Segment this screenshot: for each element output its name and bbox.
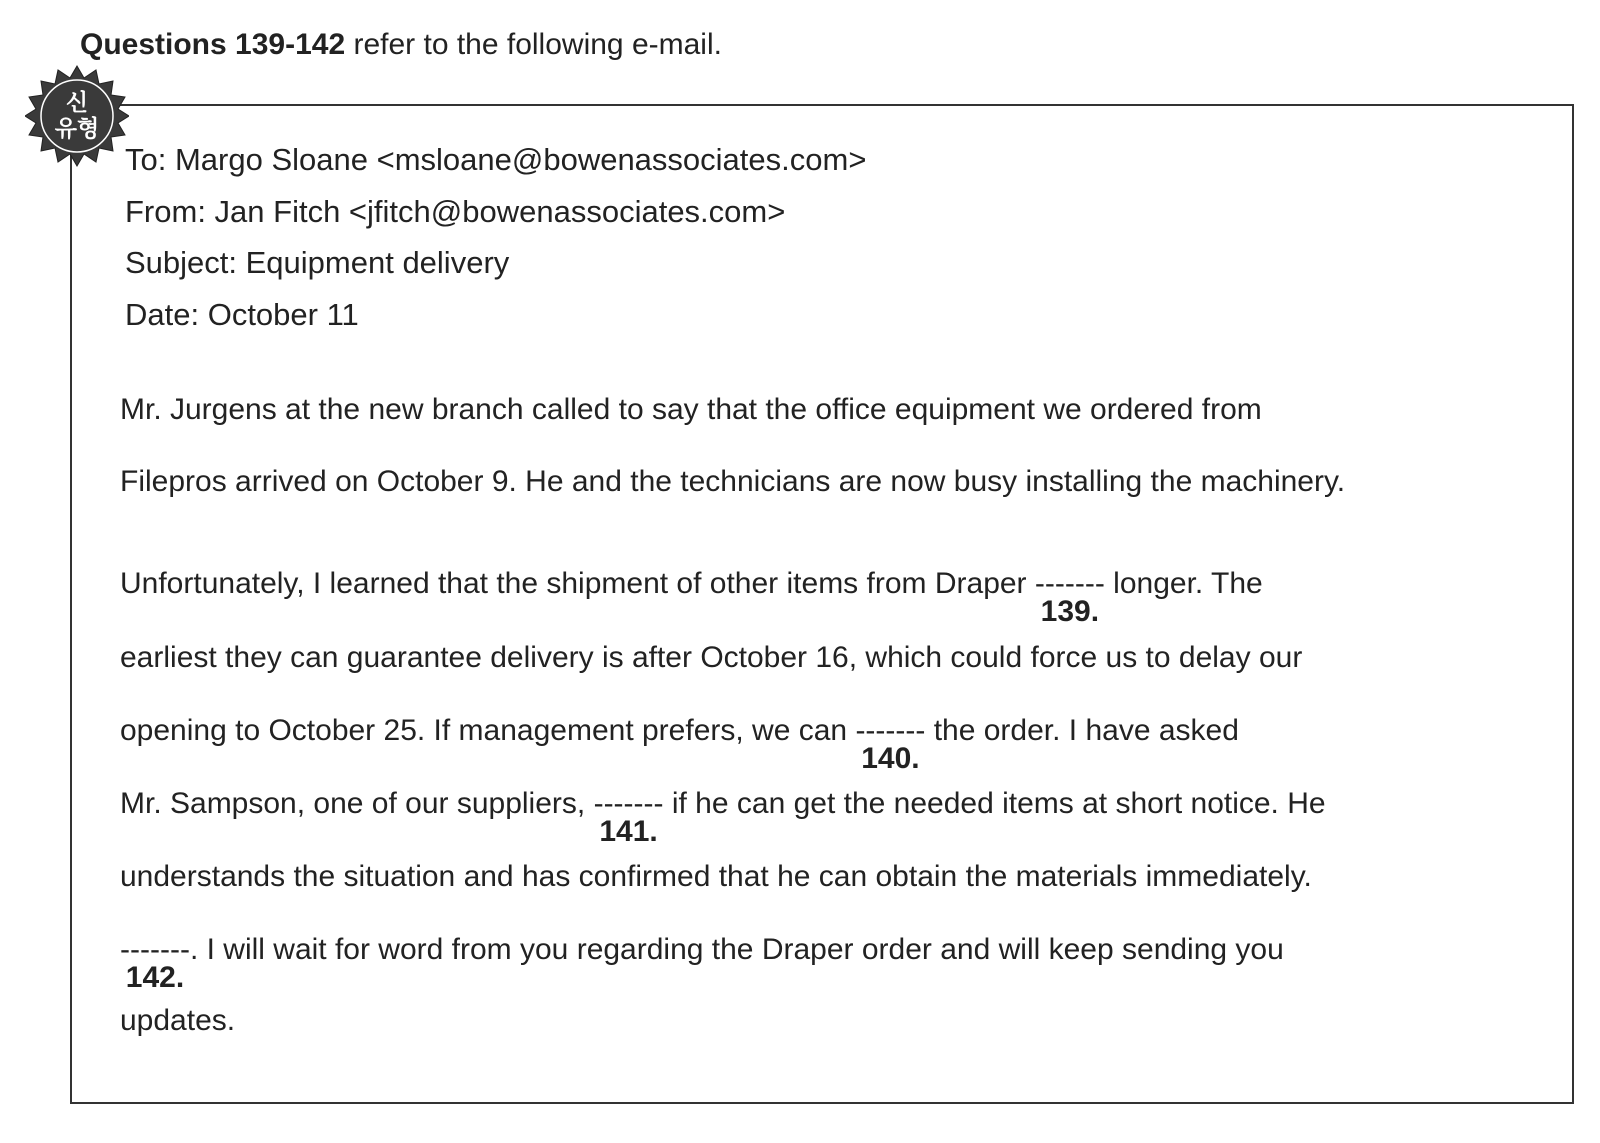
badge-line-1: 신 [65,90,89,116]
email-subject: Subject: Equipment delivery [125,245,510,280]
body-line-5 [120,714,1239,775]
body-line-6-end: if he can get the needed items at short notice. He [663,787,1326,820]
badge-line-2: 유형 [54,116,100,142]
intro-line [80,28,722,62]
blank-dashes: ------- [855,714,926,747]
blank-dashes: ------- [120,933,190,966]
body-line-1: Mr. Jurgens at the new branch called to say that the office equipment we ordered from [120,393,1262,426]
body-line-8-end: . I will wait for word from you regarding the Draper order and will keep sending you [189,933,1284,966]
blank-141 [593,787,664,848]
body-line-6-start: Mr. Sampson, one of our suppliers, [120,787,594,820]
blank-139 [1034,567,1105,628]
new-type-badge [25,64,129,168]
question-number-142: 142. [125,961,185,994]
body-line-5-end: the order. I have asked [925,714,1239,747]
intro-text: refer to the following e-mail. [345,28,722,61]
body-line-6 [120,787,1326,848]
body-line-3 [120,567,1263,628]
email-date: Date: October 11 [125,297,359,332]
email-to: To: Margo Sloane <msloane@bowenassociates.com> [125,142,867,177]
body-line-4: earliest they can guarantee delivery is after October 16, which could force us to delay our [120,641,1303,674]
question-range: Questions 139-142 [80,28,346,61]
blank-140 [855,714,926,775]
body-line-9: updates. [120,1004,236,1037]
blank-142 [120,933,190,994]
question-number-139: 139. [1040,595,1100,628]
body-line-5-start: opening to October 25. If management prefers, we can [120,714,856,747]
body-line-3-end: longer. The [1104,567,1263,600]
blank-dashes: ------- [1034,567,1105,600]
email-from: From: Jan Fitch <jfitch@bowenassociates.com> [125,194,786,229]
body-line-7: understands the situation and has confirmed that he can obtain the materials immediately. [120,860,1312,893]
body-line-2: Filepros arrived on October 9. He and the technicians are now busy installing the machinery. [120,465,1346,498]
question-number-140: 140. [861,742,920,775]
blank-dashes: ------- [593,787,664,820]
body-line-3-start: Unfortunately, I learned that the shipment of other items from Draper [120,567,1035,600]
body-line-8 [120,933,1284,994]
badge-label [25,64,129,168]
question-number-141: 141. [599,815,658,848]
